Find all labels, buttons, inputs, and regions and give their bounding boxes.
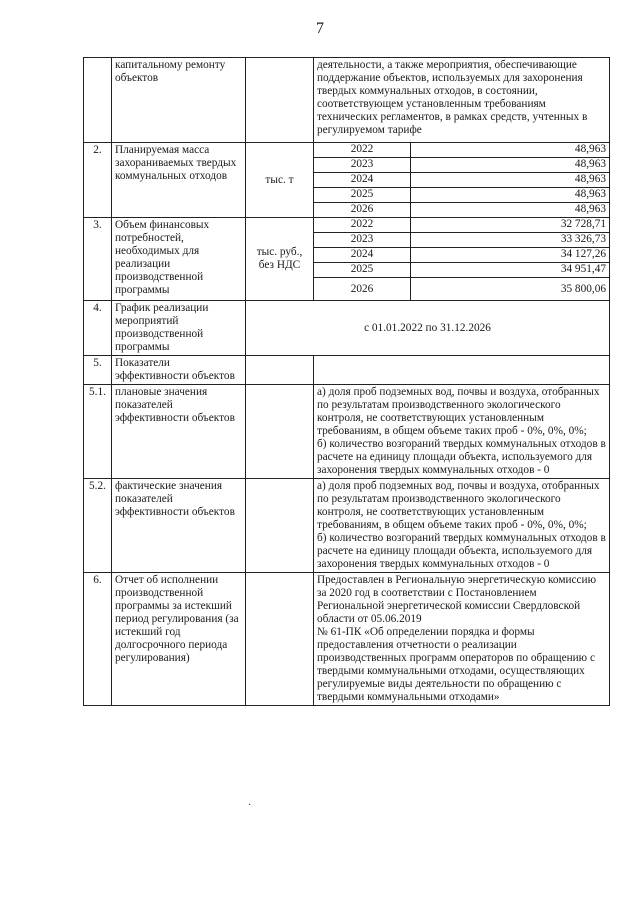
- year: 2026: [314, 203, 411, 218]
- row-unit-cell: [246, 385, 314, 479]
- year-row: [314, 188, 609, 203]
- year: 2025: [314, 188, 411, 203]
- table-row-indicators: [84, 356, 610, 385]
- year: 2023: [314, 233, 411, 248]
- year-value: 32 728,71: [411, 218, 610, 233]
- row-number: 5.1.: [84, 385, 112, 479]
- row-name-cell: капитальному ремонту объектов: [112, 58, 246, 143]
- row-unit-cell: [246, 479, 314, 573]
- year-row: [314, 173, 609, 188]
- table-row-actual: [84, 479, 610, 573]
- row-name: фактические значения показателей эффективности объектов: [112, 479, 246, 573]
- year-value: 33 326,73: [411, 233, 610, 248]
- year: 2024: [314, 173, 411, 188]
- value-b: б) количество возгораний твердых коммунальных отходов в расчете на единицу площади объекта, используемого для захоронения твердых коммунальных отходов - 0: [317, 532, 606, 570]
- program-table: [83, 57, 610, 706]
- report-value-2: № 61-ПК «Об определении порядка и формы предоставления отчетности о реализации производственных программ операторов по обращению с твердыми коммунальными отходами, осуществляющих регулируемые виды деятельности по обращению с твердыми коммунальными отходами»: [317, 626, 595, 703]
- mass-years-table: [314, 143, 609, 217]
- row-value-cell: [314, 356, 610, 385]
- year-values-cell: [314, 218, 610, 301]
- row-number: 5.: [84, 356, 112, 385]
- row-unit: тыс. руб., без НДС: [246, 218, 314, 301]
- row-value-cell: [314, 573, 610, 706]
- year: 2026: [314, 278, 411, 301]
- year-value: 48,963: [411, 158, 610, 173]
- row-name: Планируемая масса захораниваемых твердых коммунальных отходов: [112, 143, 246, 218]
- row-unit-cell: [246, 573, 314, 706]
- table-row-report: [84, 573, 610, 706]
- year-row: [314, 278, 609, 301]
- table-row-finance: [84, 218, 610, 301]
- row-number-cell: [84, 58, 112, 143]
- row-name: График реализации мероприятий производственной программы: [112, 301, 246, 356]
- row-number: 5.2.: [84, 479, 112, 573]
- year-row: [314, 143, 609, 158]
- year-value: 48,963: [411, 173, 610, 188]
- row-unit: тыс. т: [246, 143, 314, 218]
- year-value: 48,963: [411, 203, 610, 218]
- year-row: [314, 248, 609, 263]
- row-unit-cell: [246, 58, 314, 143]
- row-name: Показатели эффективности объектов: [112, 356, 246, 385]
- year: 2024: [314, 248, 411, 263]
- page-number: 7: [316, 20, 324, 37]
- value-a: а) доля проб подземных вод, почвы и воздуха, отобранных по результатам производственного экологического контроля, не соответствующих установленным требованиям, в общем объеме таких проб - 0%, 0%, 0%;: [317, 386, 600, 437]
- report-value-1: Предоставлен в Региональную энергетическую комиссию за 2020 год в соответствии с Постановлением Региональной энергетической комиссии Свердловской области от 05.06.2019: [317, 574, 597, 625]
- year-value: 48,963: [411, 143, 610, 158]
- year-row: [314, 218, 609, 233]
- row-value-cell: [314, 479, 610, 573]
- row-number: 6.: [84, 573, 112, 706]
- year-row: [314, 158, 609, 173]
- table-row-continuation: [84, 58, 610, 143]
- value-b: б) количество возгораний твердых коммунальных отходов в расчете на единицу площади объекта, используемого для захоронения твердых коммунальных отходов - 0: [317, 438, 606, 476]
- year-row: [314, 233, 609, 248]
- year-row: [314, 203, 609, 218]
- row-name: Отчет об исполнении производственной программы за истекший период регулирования (за истекший год долгосрочного периода регулирования): [112, 573, 246, 706]
- row-name: Объем финансовых потребностей, необходимых для реализации производственной программы: [112, 218, 246, 301]
- year: 2023: [314, 158, 411, 173]
- table-row-planned: [84, 385, 610, 479]
- year-row: [314, 263, 609, 278]
- row-number: 2.: [84, 143, 112, 218]
- schedule-value: с 01.01.2022 по 31.12.2026: [246, 301, 610, 356]
- value-a: а) доля проб подземных вод, почвы и воздуха, отобранных по результатам производственного экологического контроля, не соответствующих установленным требованиям, в общем объеме таких проб - 0%, 0%, 0%;: [317, 480, 600, 531]
- year-value: 34 127,26: [411, 248, 610, 263]
- year: 2022: [314, 218, 411, 233]
- table-row-schedule: [84, 301, 610, 356]
- finance-years-table: [314, 218, 609, 300]
- row-number: 3.: [84, 218, 112, 301]
- row-value-cell: деятельности, а также мероприятия, обеспечивающие поддержание объектов, используемых для захоронения твердых коммунальных отходов, в состоянии, соответствующем установленным требованиям технических регламентов, в рамках средств, учтенных в регулируемом тарифе: [314, 58, 610, 143]
- year-value: 48,963: [411, 188, 610, 203]
- row-number: 4.: [84, 301, 112, 356]
- year: 2022: [314, 143, 411, 158]
- row-unit-cell: [246, 356, 314, 385]
- table-row-mass: [84, 143, 610, 218]
- stray-mark: ·: [248, 800, 252, 811]
- year-value: 34 951,47: [411, 263, 610, 278]
- year: 2025: [314, 263, 411, 278]
- row-name: плановые значения показателей эффективности объектов: [112, 385, 246, 479]
- row-value-cell: [314, 385, 610, 479]
- year-values-cell: [314, 143, 610, 218]
- year-value: 35 800,06: [411, 278, 610, 301]
